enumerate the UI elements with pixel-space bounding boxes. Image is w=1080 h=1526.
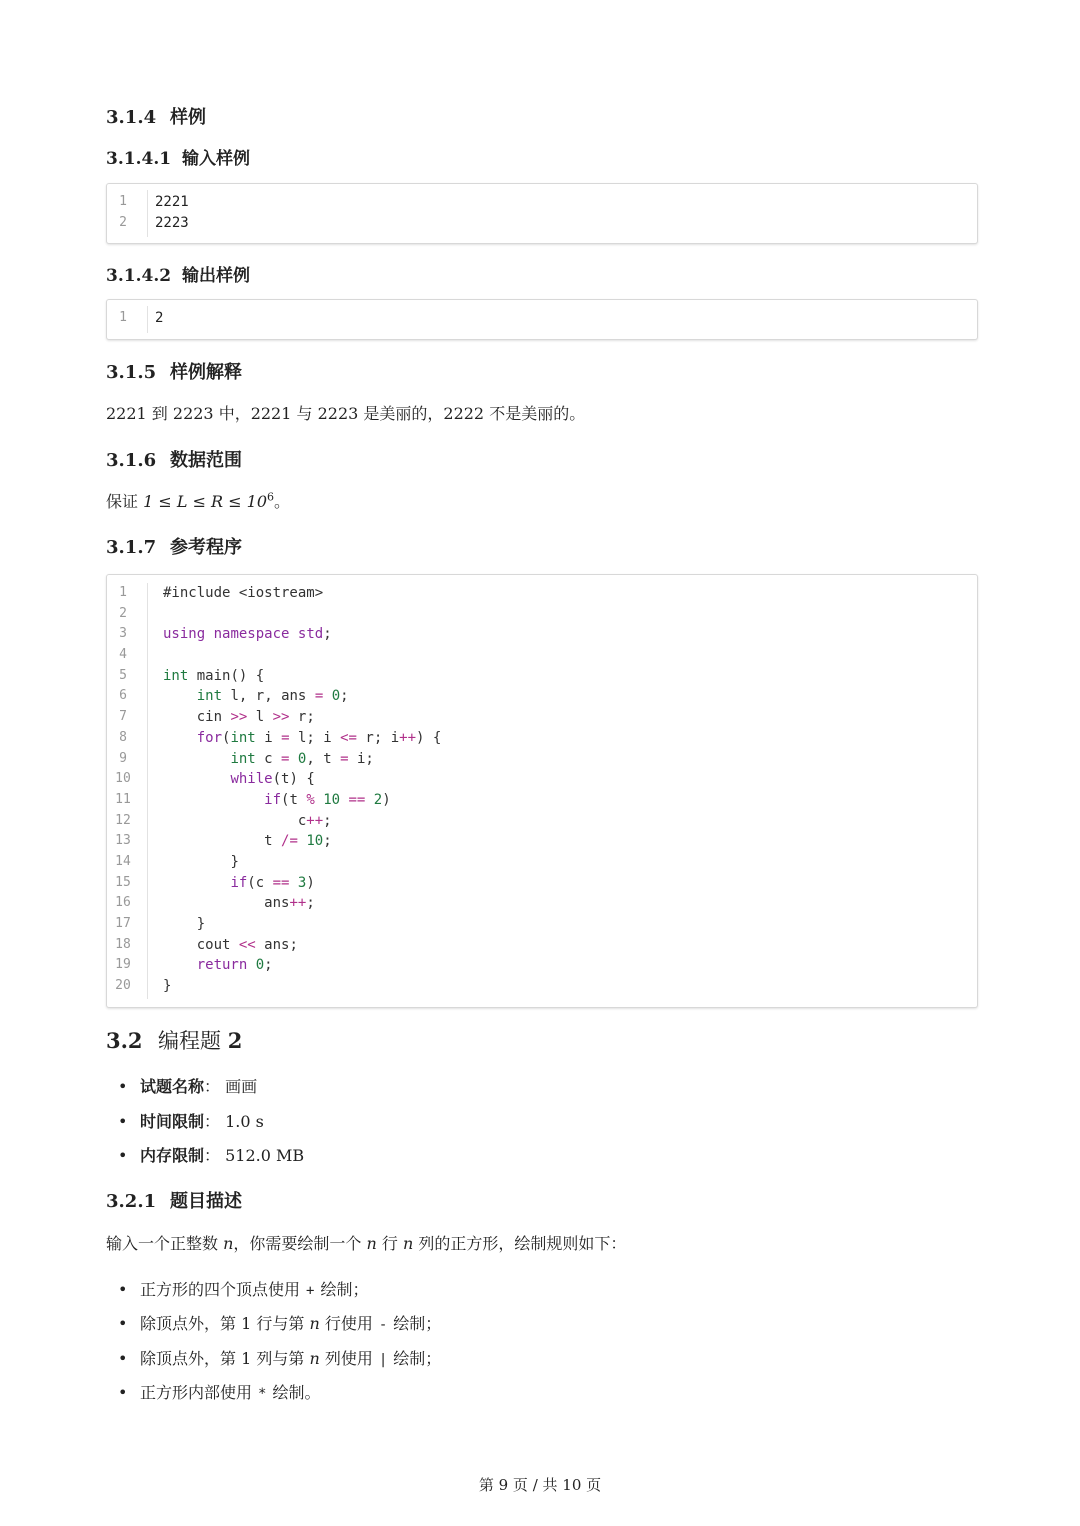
data-range: 保证 $1 \le L \le R \le 10^6$。: [106, 490, 291, 511]
page-footer: 第 9 页 / 共 10 页: [478, 1476, 602, 1494]
heading-3-1-4: 3.1.4 样例: [106, 107, 206, 128]
code-line: [107, 914, 977, 935]
code-line: [107, 686, 977, 707]
line-number: 5: [119, 667, 127, 683]
line-number: 9: [119, 750, 127, 766]
code-line: [107, 666, 977, 687]
sample-explanation: 2221 到 2223 中，2221 与 2223 是美丽的，2222 不是美丽的。: [106, 404, 586, 423]
heading-3-1-5: 3.1.5 样例解释: [106, 362, 242, 383]
problem-description: 输入一个正整数 n，你需要绘制一个 n 行 n 列的正方形，绘制规则如下：: [106, 1234, 627, 1253]
line-number: 10: [115, 771, 131, 787]
code-line: 1 2221: [119, 194, 189, 210]
code-line: [107, 769, 977, 790]
code-line: [107, 583, 977, 604]
code-text: if(c == 3): [230, 874, 315, 891]
line-number: 6: [119, 688, 127, 704]
line-number: 17: [115, 916, 131, 931]
code-line: [107, 831, 977, 852]
meta-item: • 时间限制： 1.0 s: [118, 1112, 264, 1131]
line-number: 2: [119, 605, 127, 621]
code-text: }: [196, 916, 206, 932]
code-text: ans++;: [264, 895, 315, 912]
line-number: 16: [115, 895, 131, 911]
rule-item: • 除顶点外，第 1 行与第 n 行使用 - 绘制；: [118, 1314, 442, 1333]
code-text: if(t % 10 == 2): [264, 791, 391, 808]
code-text: int c = 0, t = i;: [230, 750, 374, 767]
code-line: [107, 955, 977, 976]
line-number: 19: [115, 957, 131, 973]
line-number: 18: [115, 936, 131, 952]
code-line: [107, 707, 977, 728]
rule-item: • 除顶点外，第 1 列与第 n 列使用 | 绘制；: [118, 1349, 442, 1368]
heading-3-1-4-1: 3.1.4.1 输入样例: [106, 149, 250, 169]
code-line: [107, 811, 977, 832]
meta-item: • 内存限制： 512.0 MB: [118, 1146, 305, 1165]
code-text: }: [230, 853, 239, 870]
output-sample-code-block[interactable]: [106, 299, 978, 340]
code-line: [107, 749, 977, 770]
input-sample-code-block[interactable]: [106, 183, 978, 244]
code-text: c++;: [297, 812, 332, 829]
code-text: cin >> l >> r;: [196, 709, 315, 726]
rule-item: • 正方形的四个顶点使用 + 绘制；: [118, 1280, 369, 1299]
code-line: [107, 873, 977, 894]
line-number: 13: [115, 833, 131, 849]
code-text: for(int i = l; i <= r; i++) {: [196, 729, 442, 746]
reference-program-code-block[interactable]: [106, 574, 978, 1008]
code-text: #include <iostream>: [163, 585, 324, 601]
code-line: [107, 852, 977, 873]
code-line: [107, 893, 977, 914]
heading-3-1-6: 3.1.6 数据范围: [106, 450, 242, 471]
code-line: [107, 935, 977, 956]
code-line: [107, 976, 977, 997]
line-number: 8: [119, 729, 127, 745]
code-text: return 0;: [196, 957, 273, 974]
code-text: t /= 10;: [264, 833, 332, 850]
code-text: int main() {: [163, 667, 265, 684]
code-line: [107, 604, 977, 625]
heading-3-2-1: 3.2.1 题目描述: [106, 1191, 242, 1212]
code-text: cout << ans;: [196, 936, 298, 953]
meta-item: • 试题名称： 画画: [118, 1077, 258, 1096]
code-line: [107, 624, 977, 645]
line-number: 15: [115, 874, 131, 890]
code-text: int l, r, ans = 0;: [196, 688, 349, 705]
line-number: 12: [115, 812, 131, 828]
rule-item: • 正方形内部使用 * 绘制。: [118, 1383, 321, 1402]
code-line: 2 2223: [119, 214, 189, 231]
heading-3-1-4-2: 3.1.4.2 输出样例: [106, 266, 250, 286]
code-line: [107, 790, 977, 811]
line-number: 14: [115, 853, 131, 869]
code-line: 1 2: [119, 310, 164, 326]
code-text: while(t) {: [230, 771, 315, 788]
line-number: 4: [119, 647, 127, 663]
heading-3-1-7: 3.1.7 参考程序: [106, 537, 242, 558]
code-text: using namespace std;: [163, 626, 332, 643]
line-number: 11: [115, 791, 131, 807]
line-number: 20: [115, 978, 131, 994]
code-line: [107, 728, 977, 749]
line-number: 7: [119, 709, 127, 725]
heading-3-2: 3.2 编程题 2: [106, 1028, 243, 1053]
line-number: 3: [119, 626, 127, 642]
code-text: }: [163, 978, 172, 995]
code-line: [107, 645, 977, 666]
line-number: 1: [119, 585, 127, 600]
